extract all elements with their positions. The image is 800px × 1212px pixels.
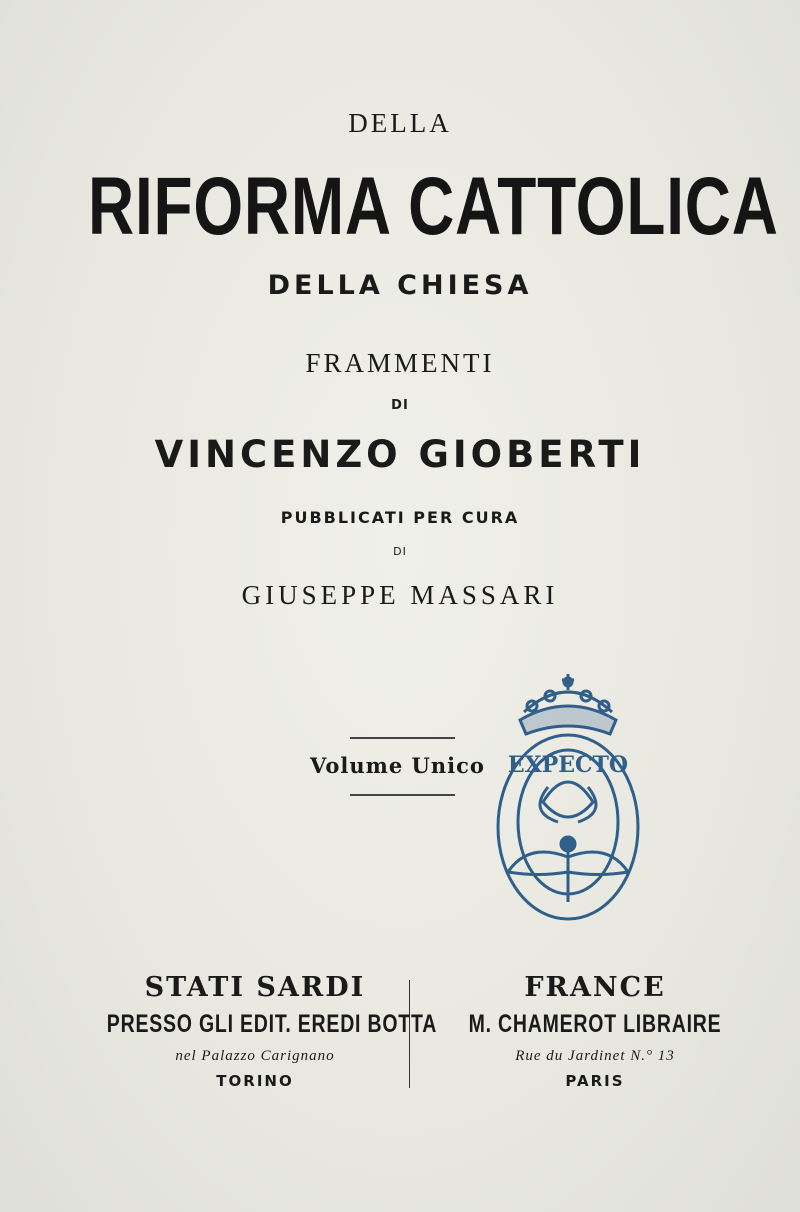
rule-top	[350, 737, 455, 739]
imprint-right-publisher: M. CHAMEROT LIBRAIRE	[468, 1010, 722, 1038]
imprint-left-region: STATI SARDI	[144, 972, 366, 1003]
by-label: DI	[391, 398, 409, 413]
imprint-right-city: PARIS	[565, 1072, 625, 1090]
book-subtitle: DELLA CHIESA	[267, 270, 533, 301]
imprint-right-region: FRANCE	[524, 972, 666, 1003]
heading-della: DELLA	[348, 108, 452, 138]
imprint-left-address: nel Palazzo Carignano	[175, 1048, 335, 1064]
author-name: VINCENZO GIOBERTI	[154, 433, 646, 476]
editor-name: GIUSEPPE MASSARI	[241, 580, 559, 610]
frammenti-label: FRAMMENTI	[305, 348, 495, 378]
imprint-left-publisher: PRESSO GLI EDIT. EREDI BOTTA	[106, 1010, 438, 1038]
rule-bottom	[350, 794, 455, 796]
library-stamp-icon	[488, 672, 648, 940]
imprint-left	[65, 972, 445, 1090]
edited-by-label: PUBBLICATI PER CURA	[280, 508, 520, 527]
imprint-right	[400, 972, 790, 1090]
volume-label: Volume Unico	[310, 753, 485, 778]
by-label-2: DI	[393, 545, 407, 558]
imprint-right-address: Rue du Jardinet N.° 13	[515, 1048, 675, 1064]
imprint-left-city: TORINO	[216, 1072, 294, 1090]
stamp-motto: EXPECTO	[507, 752, 629, 778]
book-title: RIFORMA CATTOLICA	[88, 161, 779, 252]
